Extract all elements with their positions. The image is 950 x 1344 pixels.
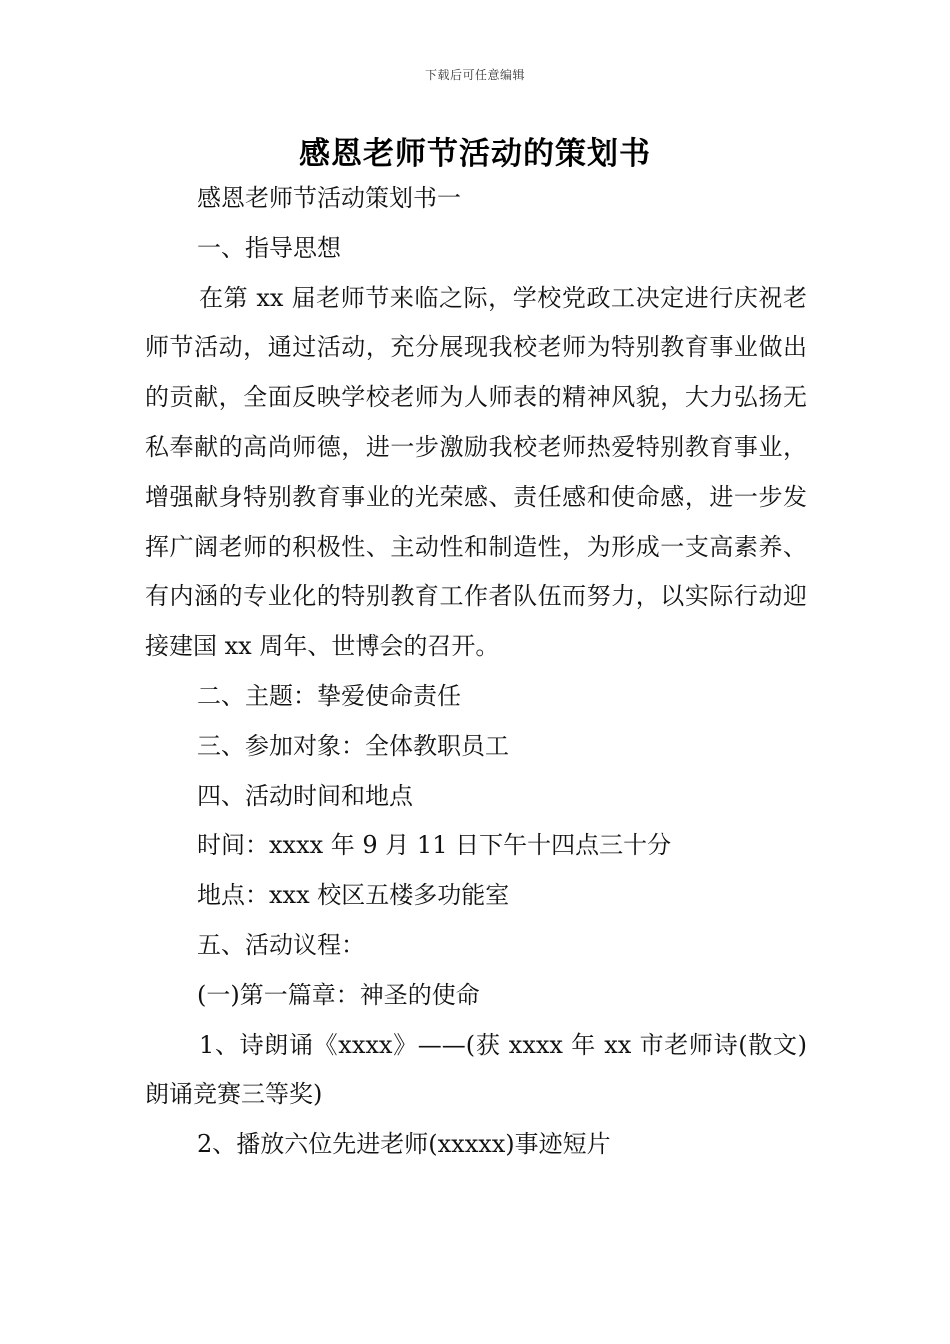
header-note: 下载后可任意编辑 <box>424 68 525 82</box>
paragraph-time-place-heading: 四、活动时间和地点 <box>197 781 413 810</box>
document-title: 感恩老师节活动的策划书 <box>299 136 651 172</box>
paragraph-chapter-1: (一)第一篇章：神圣的使命 <box>197 980 480 1009</box>
paragraph-section-1-heading: 一、指导思想 <box>197 233 341 262</box>
paragraph-theme: 二、主题：挚爱使命责任 <box>197 681 461 710</box>
paragraph-subtitle: 感恩老师节活动策划书一 <box>197 184 461 212</box>
paragraph-guiding-thought: 在第 xx 届老师节来临之际，学校党政工决定进行庆祝老师节活动，通过活动，充分展现我校老师为特别教育事业做出的贡献，全面反映学校老师为人师表的精神风貌，大力弘扬无私奉献的高尚师德，进一步激励我校老师热爱特别教育事业，增强献身特别教育事业的光荣感、责任感和使命感，进一步发挥广阔老师的积极性、主动性和制造性，为形成一支高素养、有内涵的专业化的特别教育工作者队伍而努力，以实际行动迎接建国 xx 周年、世博会的召开。 <box>145 283 807 661</box>
paragraph-agenda-item-2: 2、播放六位先进老师(xxxxx)事迹短片 <box>197 1130 611 1159</box>
paragraph-location: 地点：xxx 校区五楼多功能室 <box>197 881 510 910</box>
paragraph-agenda-heading: 五、活动议程： <box>197 930 365 959</box>
document-body <box>145 174 807 1170</box>
paragraph-time: 时间：xxxx 年 9 月 11 日下午十四点三十分 <box>197 831 672 860</box>
paragraph-agenda-item-1: 1、诗朗诵《xxxx》——(获 xxxx 年 xx 市老师诗(散文)朗诵竞赛三等奖) <box>145 1030 807 1109</box>
paragraph-participants: 三、参加对象：全体教职员工 <box>197 731 509 760</box>
